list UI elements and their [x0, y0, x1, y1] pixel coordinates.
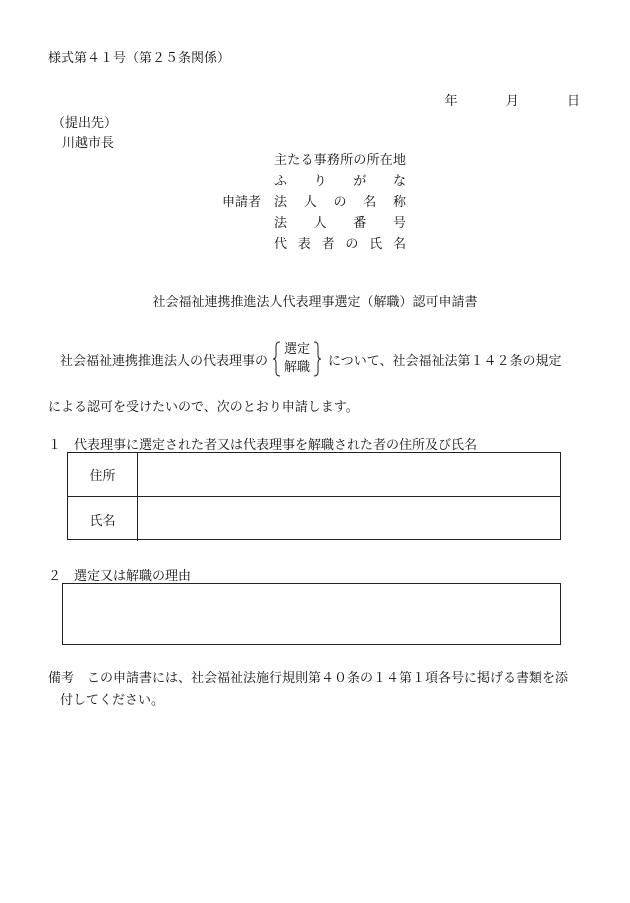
- applicant-prefix-spacer: [222, 171, 274, 192]
- label-char: 人: [303, 195, 317, 210]
- applicant-row-furigana: [222, 171, 406, 192]
- label-char: 代: [274, 237, 288, 252]
- date-day-label: 日: [566, 94, 580, 109]
- label-char: 事: [313, 153, 327, 168]
- date-month-label: 月: [505, 94, 519, 109]
- table-row-name: [68, 497, 560, 541]
- intro-line-2: による認可を受けたいので、次のとおり申請します。: [48, 400, 359, 415]
- reason-field[interactable]: [62, 583, 561, 645]
- submission-recipient: 川越市長: [62, 136, 115, 151]
- option-dismiss: 解職: [284, 360, 311, 375]
- left-brace-icon: [272, 341, 281, 377]
- section1-table: [67, 452, 561, 540]
- label-char: 号: [392, 216, 406, 231]
- label-char: る: [300, 153, 314, 168]
- applicant-label-furigana: [274, 171, 406, 192]
- document-title: 社会福祉連携推進法人代表理事選定（解職）認可申請書: [152, 295, 478, 310]
- submission-label: （提出先）: [52, 116, 118, 131]
- label-char: の: [353, 153, 367, 168]
- applicant-prefix: 申請者: [222, 195, 262, 210]
- label-char: 務: [326, 153, 340, 168]
- label-char: の: [333, 195, 347, 210]
- intro-after-brace: について、社会福祉法第１４２条の規定: [328, 353, 562, 369]
- applicant-block: [222, 150, 406, 255]
- label-char: 名: [392, 237, 406, 252]
- label-char: 在: [379, 153, 393, 168]
- label-char: た: [287, 153, 301, 168]
- remarks-line-1: 備考 この申請書には、社会福祉法施行規則第４０条の１４第１項各号に掲げる書類を添: [48, 671, 569, 686]
- intro-before-brace: 社会福祉連携推進法人の代表理事の: [60, 353, 269, 369]
- applicant-prefix-spacer: [222, 234, 274, 255]
- label-char: 番: [353, 216, 367, 231]
- label-char: 表: [297, 237, 311, 252]
- label-char: 法: [274, 195, 288, 210]
- label-char: の: [345, 237, 359, 252]
- applicant-row-number: [222, 213, 406, 234]
- table-row-address: [68, 453, 560, 497]
- form-number: 様式第４１号（第２５条関係）: [48, 51, 231, 66]
- applicant-label-address: [274, 150, 406, 171]
- label-char: ふ: [274, 174, 288, 189]
- date-line: [445, 90, 580, 109]
- applicant-prefix-spacer: [222, 213, 274, 234]
- option-brace-group: [272, 341, 322, 377]
- label-char: 主: [274, 153, 288, 168]
- applicant-prefix-spacer: [222, 150, 274, 171]
- applicant-label-name: [274, 192, 406, 213]
- remarks-line-2: 付してください。: [60, 693, 165, 708]
- option-list: [281, 341, 313, 377]
- applicant-label-number: [274, 213, 406, 234]
- label-char: 称: [392, 195, 406, 210]
- applicant-row-address: [222, 150, 406, 171]
- label-char: な: [392, 174, 406, 189]
- label-char: 氏: [369, 237, 383, 252]
- address-label: 住所: [68, 453, 138, 496]
- intro-line-1: [60, 341, 562, 377]
- label-char: り: [313, 174, 327, 189]
- address-field[interactable]: [138, 453, 560, 496]
- section2-heading: ２ 選定又は解職の理由: [48, 569, 192, 584]
- label-char: 地: [392, 153, 406, 168]
- name-label: 氏名: [68, 497, 138, 541]
- date-year-label: 年: [444, 94, 458, 109]
- label-char: 名: [363, 195, 377, 210]
- label-char: 者: [321, 237, 335, 252]
- label-char: 所: [366, 153, 380, 168]
- applicant-row-name: [222, 192, 406, 213]
- label-char: 人: [313, 216, 327, 231]
- label-char: が: [353, 174, 367, 189]
- applicant-row-representative: [222, 234, 406, 255]
- applicant-label-representative: [274, 234, 406, 255]
- option-select: 選定: [284, 342, 311, 357]
- label-char: 所: [340, 153, 354, 168]
- label-char: 法: [274, 216, 288, 231]
- right-brace-icon: [313, 341, 322, 377]
- name-field[interactable]: [138, 497, 560, 541]
- section1-heading: １ 代表理事に選定された者又は代表理事を解職された者の住所及び氏名: [48, 438, 478, 453]
